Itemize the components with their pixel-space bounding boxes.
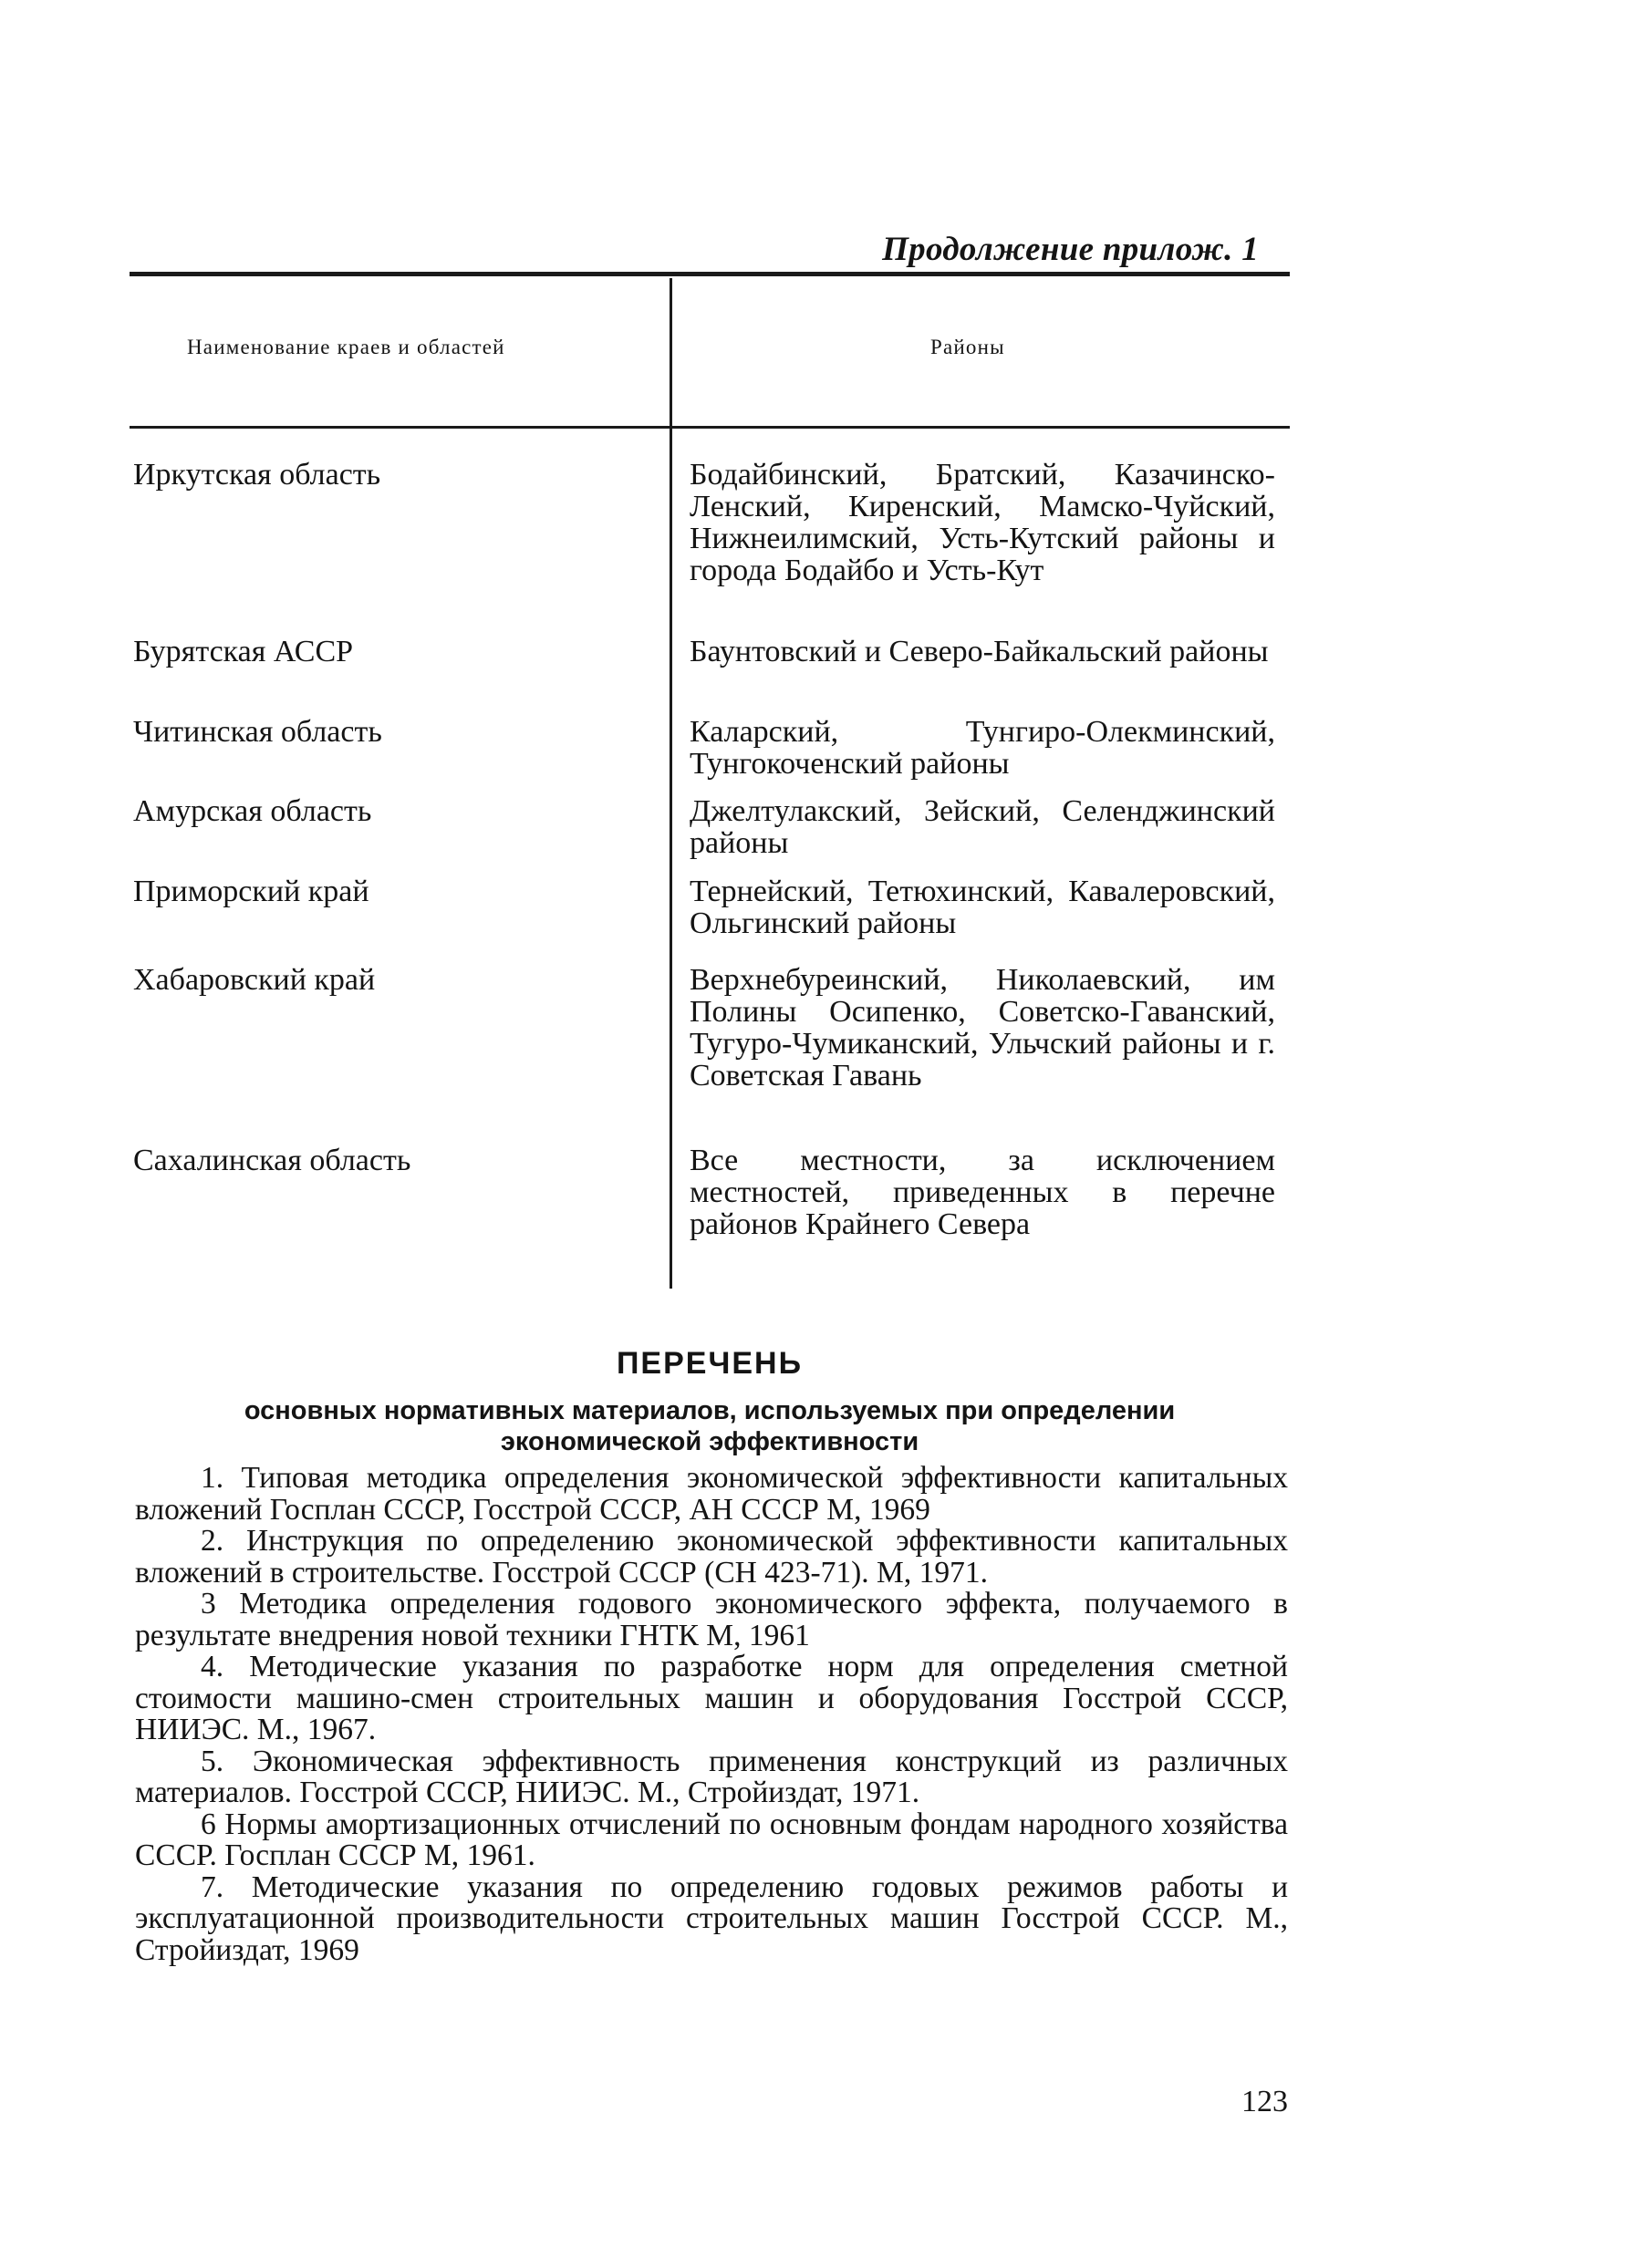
list-subtitle-line: экономической эффективности <box>500 1427 919 1456</box>
list-item: 5. Экономическая эффективность применения конструкций из различных материалов. Госстрой СССР, НИИЭС. М., Стройиздат, 1971. <box>135 1744 1288 1809</box>
table-row-districts: Бодайбинский, Братский, Казачинско-Ленский, Киренский, Мамско-Чуйский, Нижнеилимский, Усть-Кутский районы и города Бодайбо и Усть-Кут <box>690 458 1275 587</box>
table-row-region: Бурятская АССР <box>133 635 354 668</box>
continuation-label: Продолжение прилож. 1 <box>882 231 1259 268</box>
list-item: 2. Инструкция по определению экономической эффективности капитальных вложений в строительстве. Госстрой СССР (СН 423-71). М, 1971. <box>135 1524 1288 1590</box>
list-item: 1. Типовая методика определения экономической эффективности капитальных вложений Госплан СССР, Госстрой СССР, АН СССР М, 1969 <box>135 1461 1288 1527</box>
table-row-districts: Тернейский, Тетюхинский, Кавалеровский, Ольгинский районы <box>690 875 1275 940</box>
normative-materials-list <box>135 1463 1288 1966</box>
list-item: 7. Методические указания по определению годовых режимов работы и эксплуатационной производительности строительных машин Госстрой СССР. М., Стройиздат, 1969 <box>135 1869 1288 1967</box>
table-header-rule <box>130 426 1290 429</box>
table-row-region: Читинская область <box>133 715 382 749</box>
list-item: 6 Нормы амортизационных отчислений по основным фондам народного хозяйства СССР. Госплан СССР М, 1961. <box>135 1807 1288 1872</box>
table-row-districts: Верхнебуреинский, Николаевский, им Полины Осипенко, Советско-Гаванский, Тугуро-Чумиканский, Ульчский районы и г. Советская Гавань <box>690 963 1275 1093</box>
table-row-districts: Джелтулакский, Зейский, Селенджинский районы <box>690 794 1275 860</box>
list-subtitle <box>155 1395 1264 1457</box>
table-row-region: Амурская область <box>133 794 372 828</box>
table-row-districts: Все местности, за исключением местностей, приведенных в перечне районов Крайнего Севера <box>690 1144 1275 1241</box>
table-row-region: Иркутская область <box>133 458 381 492</box>
list-item: 4. Методические указания по разработке норм для определения сметной стоимости машино-смен строительных машин и оборудования Госстрой СССР, НИИЭС. М., 1967. <box>135 1650 1288 1746</box>
table-top-rule <box>130 272 1290 276</box>
page-number: 123 <box>1241 2085 1288 2118</box>
list-item: 3 Методика определения годового экономического эффекта, получаемого в результате внедрения новой техники ГНТК М, 1961 <box>135 1587 1288 1652</box>
table-row-region: Хабаровский край <box>133 963 376 997</box>
table-row-region: Приморский край <box>133 875 369 908</box>
list-subtitle-line: основных нормативных материалов, используемых при определении <box>244 1396 1176 1425</box>
table-row-districts: Баунтовский и Северо-Байкальский районы <box>690 635 1269 668</box>
column-header-regions: Наименование краев и областей <box>187 336 505 358</box>
table-column-divider <box>670 278 672 1289</box>
table-row-region: Сахалинская область <box>133 1144 411 1177</box>
column-header-districts: Районы <box>930 336 1005 358</box>
table-row-districts: Каларский, Тунгиро-Олекминский, Тунгокоченский районы <box>690 715 1275 781</box>
list-title: ПЕРЕЧЕНЬ <box>616 1346 804 1381</box>
